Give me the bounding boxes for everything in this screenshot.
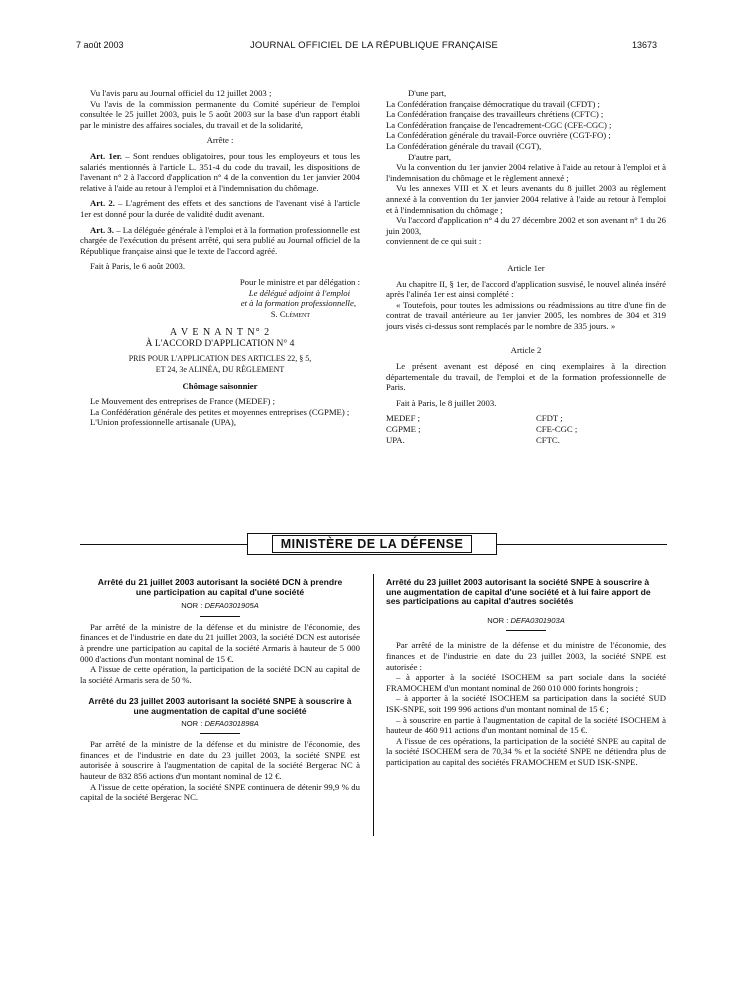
- party-cgt-fo: La Confédération générale du travail-Force ouvrière (CGT-FO) ;: [386, 130, 611, 141]
- arrete-snpe-bergerac-title: Arrêté du 23 juillet 2003 autorisant la société SNPE à souscrire à une augmentation de capital d'une société: [88, 696, 352, 716]
- arrete-dcn-title: Arrêté du 21 juillet 2003 autorisant la société DCN à prendre une participation au capital d'une société: [97, 577, 343, 597]
- separator: [200, 733, 240, 734]
- article-2-label: Art. 2.: [90, 198, 115, 209]
- signatory-cftc: CFTC.: [536, 434, 560, 445]
- isochem-bullet-3: – à souscrire en partie à l'augmentation de capital de la société ISOCHEM à hauteur de 460 911 actions d'un montant nominal de 15 €.: [386, 714, 666, 736]
- signature-line-1: Pour le ministre et par délégation :: [239, 276, 360, 287]
- article-1-label: Art. 1er.: [90, 150, 122, 161]
- fait-a-paris-right: Fait à Paris, le 8 juillet 2003.: [396, 397, 497, 408]
- article-1: [80, 151, 360, 193]
- vu-commission-paragraph: Vu l'avis de la commission permanente du Comité supérieur de l'emploi consultée le 25 juillet 2003, puis le 5 août 2003 sur la base d'un rapport établi par le ministre des affaires sociales, du travail et de la solidarité,: [80, 98, 360, 130]
- signatories-left: [386, 413, 536, 445]
- signatory-cgpme: CGPME ;: [386, 424, 421, 435]
- journal-title: JOURNAL OFFICIEL DE LA RÉPUBLIQUE FRANÇAISE: [249, 40, 499, 51]
- vu-annexes: Vu les annexes VIII et X et leurs avenants du 8 juillet 2003 au règlement annexé à la convention du 1er janvier 2004 relative à l'aide au retour à l'emploi et à l'indemnisation du chômage ;: [386, 183, 666, 215]
- nor-dcn: [80, 601, 360, 612]
- separator: [506, 630, 546, 631]
- ministry-banner: [247, 533, 497, 555]
- right-top-column: [386, 88, 666, 445]
- party-cfdt: La Confédération française démocratique du travail (CFDT) ;: [386, 98, 600, 109]
- ministry-rule-left: [80, 544, 247, 545]
- article-2: [80, 198, 360, 219]
- article-3: [80, 225, 360, 257]
- dune-part: D'une part,: [408, 88, 447, 98]
- avenant-title: A V E N A N T N° 2: [169, 327, 271, 339]
- left-bottom-column: [80, 578, 360, 803]
- separator: [200, 616, 240, 617]
- arrete-heading: Arrête :: [206, 135, 234, 146]
- arrete-snpe-isochem-title: Arrêté du 23 juillet 2003 autorisant la société SNPE à souscrire à une augmentation de capital d'une société et à lui faire apport de ses participations au capital d'autres sociétés: [386, 577, 651, 607]
- party-cftc: La Confédération française des travailleurs chrétiens (CFTC) ;: [386, 109, 604, 120]
- article-1-paragraph-2: « Toutefois, pour toutes les admissions ou réadmissions au titre d'une fin de contrat de travail antérieure au 1er janvier 2005, les nombres de 304 et 319 jours visés ci-dessus sont remplacés par le nombre de 335 jours. »: [386, 299, 666, 331]
- nor-dcn-label: NOR :: [181, 601, 205, 611]
- nor-dcn-code: DEFA0301905A: [204, 601, 259, 611]
- article-2-text: – L'agrément des effets et des sanctions de l'avenant visé à l'article 1er est donné pour la durée de validité dudit avenant.: [80, 198, 360, 219]
- nor-bergerac: [80, 719, 360, 730]
- signature-line-3: et à la formation professionnelle,: [240, 298, 356, 309]
- isochem-bullet-1: – à apporter à la société ISOCHEM sa part sociale dans la société FRAMOCHEM d'un montant nominal de 260 010 000 forints hongrois ;: [386, 672, 666, 693]
- accord-title: À L'ACCORD D'APPLICATION N° 4: [145, 338, 295, 349]
- signatory-cfdt: CFDT ;: [536, 413, 563, 424]
- isochem-paragraph-1: Par arrêté de la ministre de la défense et du ministre de l'économie, des finances et de l'industrie en date du 23 juillet 2003, la société SNPE est autorisée :: [386, 640, 666, 672]
- signatory-name: S. Clément: [270, 308, 310, 319]
- article-2-heading: Article 2: [510, 345, 542, 356]
- article-1-paragraph-1: Au chapitre II, § 1er, de l'accord d'application susvisé, le nouvel alinéa inséré après l'alinéa 1er est ainsi complété :: [386, 278, 666, 300]
- nor-isochem-code: DEFA0301903A: [510, 615, 565, 625]
- nor-bergerac-code: DEFA0301898A: [204, 718, 259, 728]
- article-3-text: – La déléguée générale à l'emploi et à la formation professionnelle est chargée de l'exécution du présent arrêté, qui sera publié au Journal officiel de la République française ainsi que le texte de l'accord agréé.: [80, 224, 360, 256]
- pris-line-1: PRIS POUR L'APPLICATION DES ARTICLES 22, § 5,: [128, 354, 312, 364]
- chomage-heading: Chômage saisonnier: [182, 380, 258, 391]
- ministry-rule-right: [497, 544, 667, 545]
- fait-a-paris: Fait à Paris, le 6 août 2003.: [90, 261, 186, 272]
- vu-journal-paragraph: Vu l'avis paru au Journal officiel du 12 juillet 2003 ;: [90, 88, 272, 98]
- article-3-label: Art. 3.: [90, 224, 114, 235]
- signatories: [386, 413, 666, 445]
- signatory-medef: MEDEF ;: [386, 413, 421, 424]
- signatories-right: [536, 413, 577, 445]
- party-cfe-cgc: La Confédération française de l'encadrement-CGC (CFE-CGC) ;: [386, 119, 612, 130]
- left-top-column: [80, 88, 360, 428]
- ministry-title: MINISTÈRE DE LA DÉFENSE: [272, 535, 473, 553]
- nor-isochem: [386, 616, 666, 627]
- article-1-heading: Article 1er: [507, 262, 545, 273]
- upa-party: L'Union professionnelle artisanale (UPA),: [90, 417, 237, 428]
- article-2-paragraph: Le présent avenant est déposé en cinq exemplaires à la direction départementale du travail, de l'emploi et de la formation professionnelle de Paris.: [386, 361, 666, 393]
- vu-convention: Vu la convention du 1er janvier 2004 relative à l'aide au retour à l'emploi et à l'indemnisation du chômage et le règlement annexé ;: [386, 162, 666, 183]
- page-date: 7 août 2003: [76, 40, 124, 50]
- cgpme-party: La Confédération générale des petites et moyennes entreprises (CGPME) ;: [90, 406, 350, 417]
- vu-accord: Vu l'accord d'application n° 4 du 27 décembre 2002 et son avenant n° 1 du 26 juin 2003,: [386, 215, 666, 236]
- signatory-upa: UPA.: [386, 434, 405, 445]
- signatory-cfe-cgc: CFE-CGC ;: [536, 424, 578, 435]
- isochem-paragraph-2: A l'issue de ces opérations, la participation de la société SNPE au capital de la société ISOCHEM sera de 70,34 % et la société SNPE ne détiendra plus de participation au capital des sociétés FRAMOCHEM et SUD ISK-SNPE.: [386, 735, 666, 767]
- dcn-paragraph-2: A l'issue de cette opération, la participation de la société DCN au capital de la société Armaris sera de 50 %.: [80, 664, 360, 685]
- right-bottom-column: [386, 578, 666, 768]
- bergerac-paragraph-2: A l'issue de cette opération, la société SNPE continuera de détenir 99,9 % du capital de la société Bergerac NC.: [80, 781, 360, 803]
- nor-isochem-label: NOR :: [487, 615, 511, 625]
- conviennent: conviennent de ce qui suit :: [386, 236, 482, 247]
- bergerac-paragraph-1: Par arrêté de la ministre de la défense et du ministre de l'économie, des finances et de l'industrie en date du 23 juillet 2003, la société SNPE est autorisée à souscrire à l'augmentation de capital de la société Bergerac NC à hauteur de 832 856 actions d'un montant nominal de 12 €.: [80, 739, 360, 781]
- dautre-part: D'autre part,: [408, 151, 452, 162]
- article-1-text: – Sont rendues obligatoires, pour tous les employeurs et tous les salariés mentionnés à l'article L. 351-4 du code du travail, les dispositions de l'avenant n° 2 à l'accord d'application n° 4 de la convention du 1er janvier 2004 relative à l'aide au retour à l'emploi et à l'indemnisation du chômage.: [80, 150, 360, 193]
- nor-bergerac-label: NOR :: [181, 718, 205, 728]
- pris-line-2: ET 24, 3e ALINÉA, DU RÈGLEMENT: [155, 365, 285, 375]
- medef-party: Le Mouvement des entreprises de France (MEDEF) ;: [90, 396, 276, 407]
- dcn-paragraph-1: Par arrêté de la ministre de la défense et du ministre de l'économie, des finances et de l'industrie en date du 21 juillet 2003, la société DCN est autorisée à prendre une participation au capital de la société Armaris à hauteur de 5 000 000 d'actions d'un montant nominal de 15 €.: [80, 621, 360, 664]
- isochem-bullet-2: – à apporter à la société ISOCHEM sa participation dans la société SUD ISK-SNPE, soit 199 996 actions d'un montant nominal de 15 € ;: [386, 693, 666, 714]
- column-divider: [373, 574, 374, 836]
- page-number: 13673: [632, 40, 658, 50]
- signature-line-2: Le délégué adjoint à l'emploi: [248, 287, 350, 298]
- party-cgt: La Confédération générale du travail (CGT),: [386, 140, 542, 151]
